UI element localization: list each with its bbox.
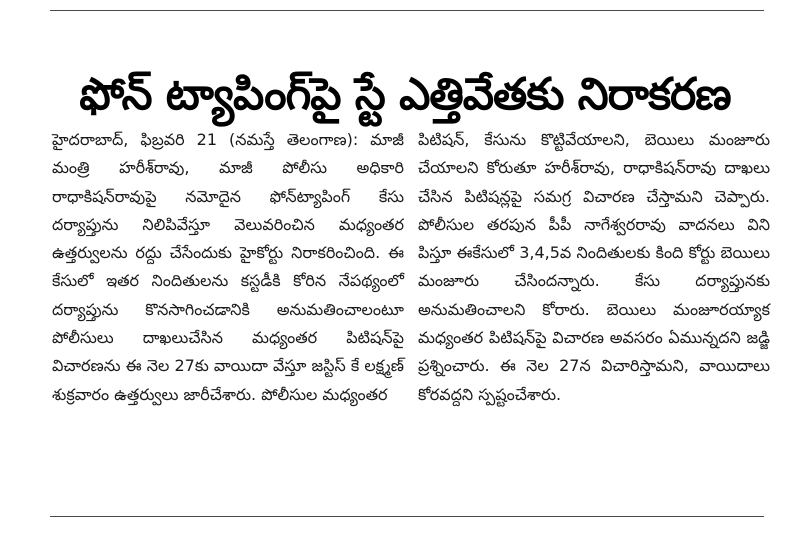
article-body [52,126,770,512]
article-paragraph-right: పిటిషన్, కేసును కొట్టివేయాలని, బెయిలు మంజూరు చేయాలని కోరుతూ హరీశ్‌రావు, రాధాకిషన్‌రావు దాఖలు చేసిన పిటిషన్లపై సమగ్ర విచారణ చేస్తామని చెప్పారు. పోలీసుల తరపున పీపీ నాగేశ్వరరావు వాదనలు విని పిస్తూ ఈకేసులో 3,4,5వ నిందితులకు కింది కోర్టు బెయిలు మంజూరు చేసిందన్నారు. కేసు దర్యాప్తునకు అనుమతించాలని కోరారు. బెయిలు మంజూరయ్యాక మధ్యంతర పిటిషన్‌పై విచారణ అవసరం ఏమున్నదని జడ్జి ప్రశ్నించారు. ఈ నెల 27న విచారిస్తామని, వాయిదాలు కోరవద్దని స్పష్టంచేశారు. [418,130,770,404]
bottom-divider [50,516,764,517]
article-column-left [52,126,404,512]
article-paragraph-left: హైదరాబాద్, ఫిబ్రవరి 21 (నమస్తే తెలంగాణ): మాజీ మంత్రి హరీశ్‌రావు, మాజీ పోలీసు అధికారి రాధాకిషన్‌రావుపై నమోదైన ఫోన్‌ట్యాపింగ్ కేసు దర్యాప్తును నిలిపివేస్తూ వెలువరించిన మధ్యంతర ఉత్తర్వులను రద్దు చేసేందుకు హైకోర్టు నిరాకరించింది. ఈ కేసులో ఇతర నిందితులను కస్టడీకి కోరిన నేపథ్యంలో దర్యాప్తును కొనసాగించడానికి అనుమతించాలంటూ పోలీసులు దాఖలుచేసిన మధ్యంతర పిటిషన్‌పై విచారణను ఈ నెల 27కు వాయిదా వేస్తూ జస్టిస్ కే లక్ష్మణ్ శుక్రవారం ఉత్తర్వులు జారీచేశారు. పోలీసుల మధ్యంతర [52,130,404,404]
top-divider [50,10,764,11]
article-column-right [418,126,770,512]
article-headline: ఫోన్ ట్యాపింగ్‌పై స్టే ఎత్తివేతకు నిరాకరణ [79,69,731,121]
